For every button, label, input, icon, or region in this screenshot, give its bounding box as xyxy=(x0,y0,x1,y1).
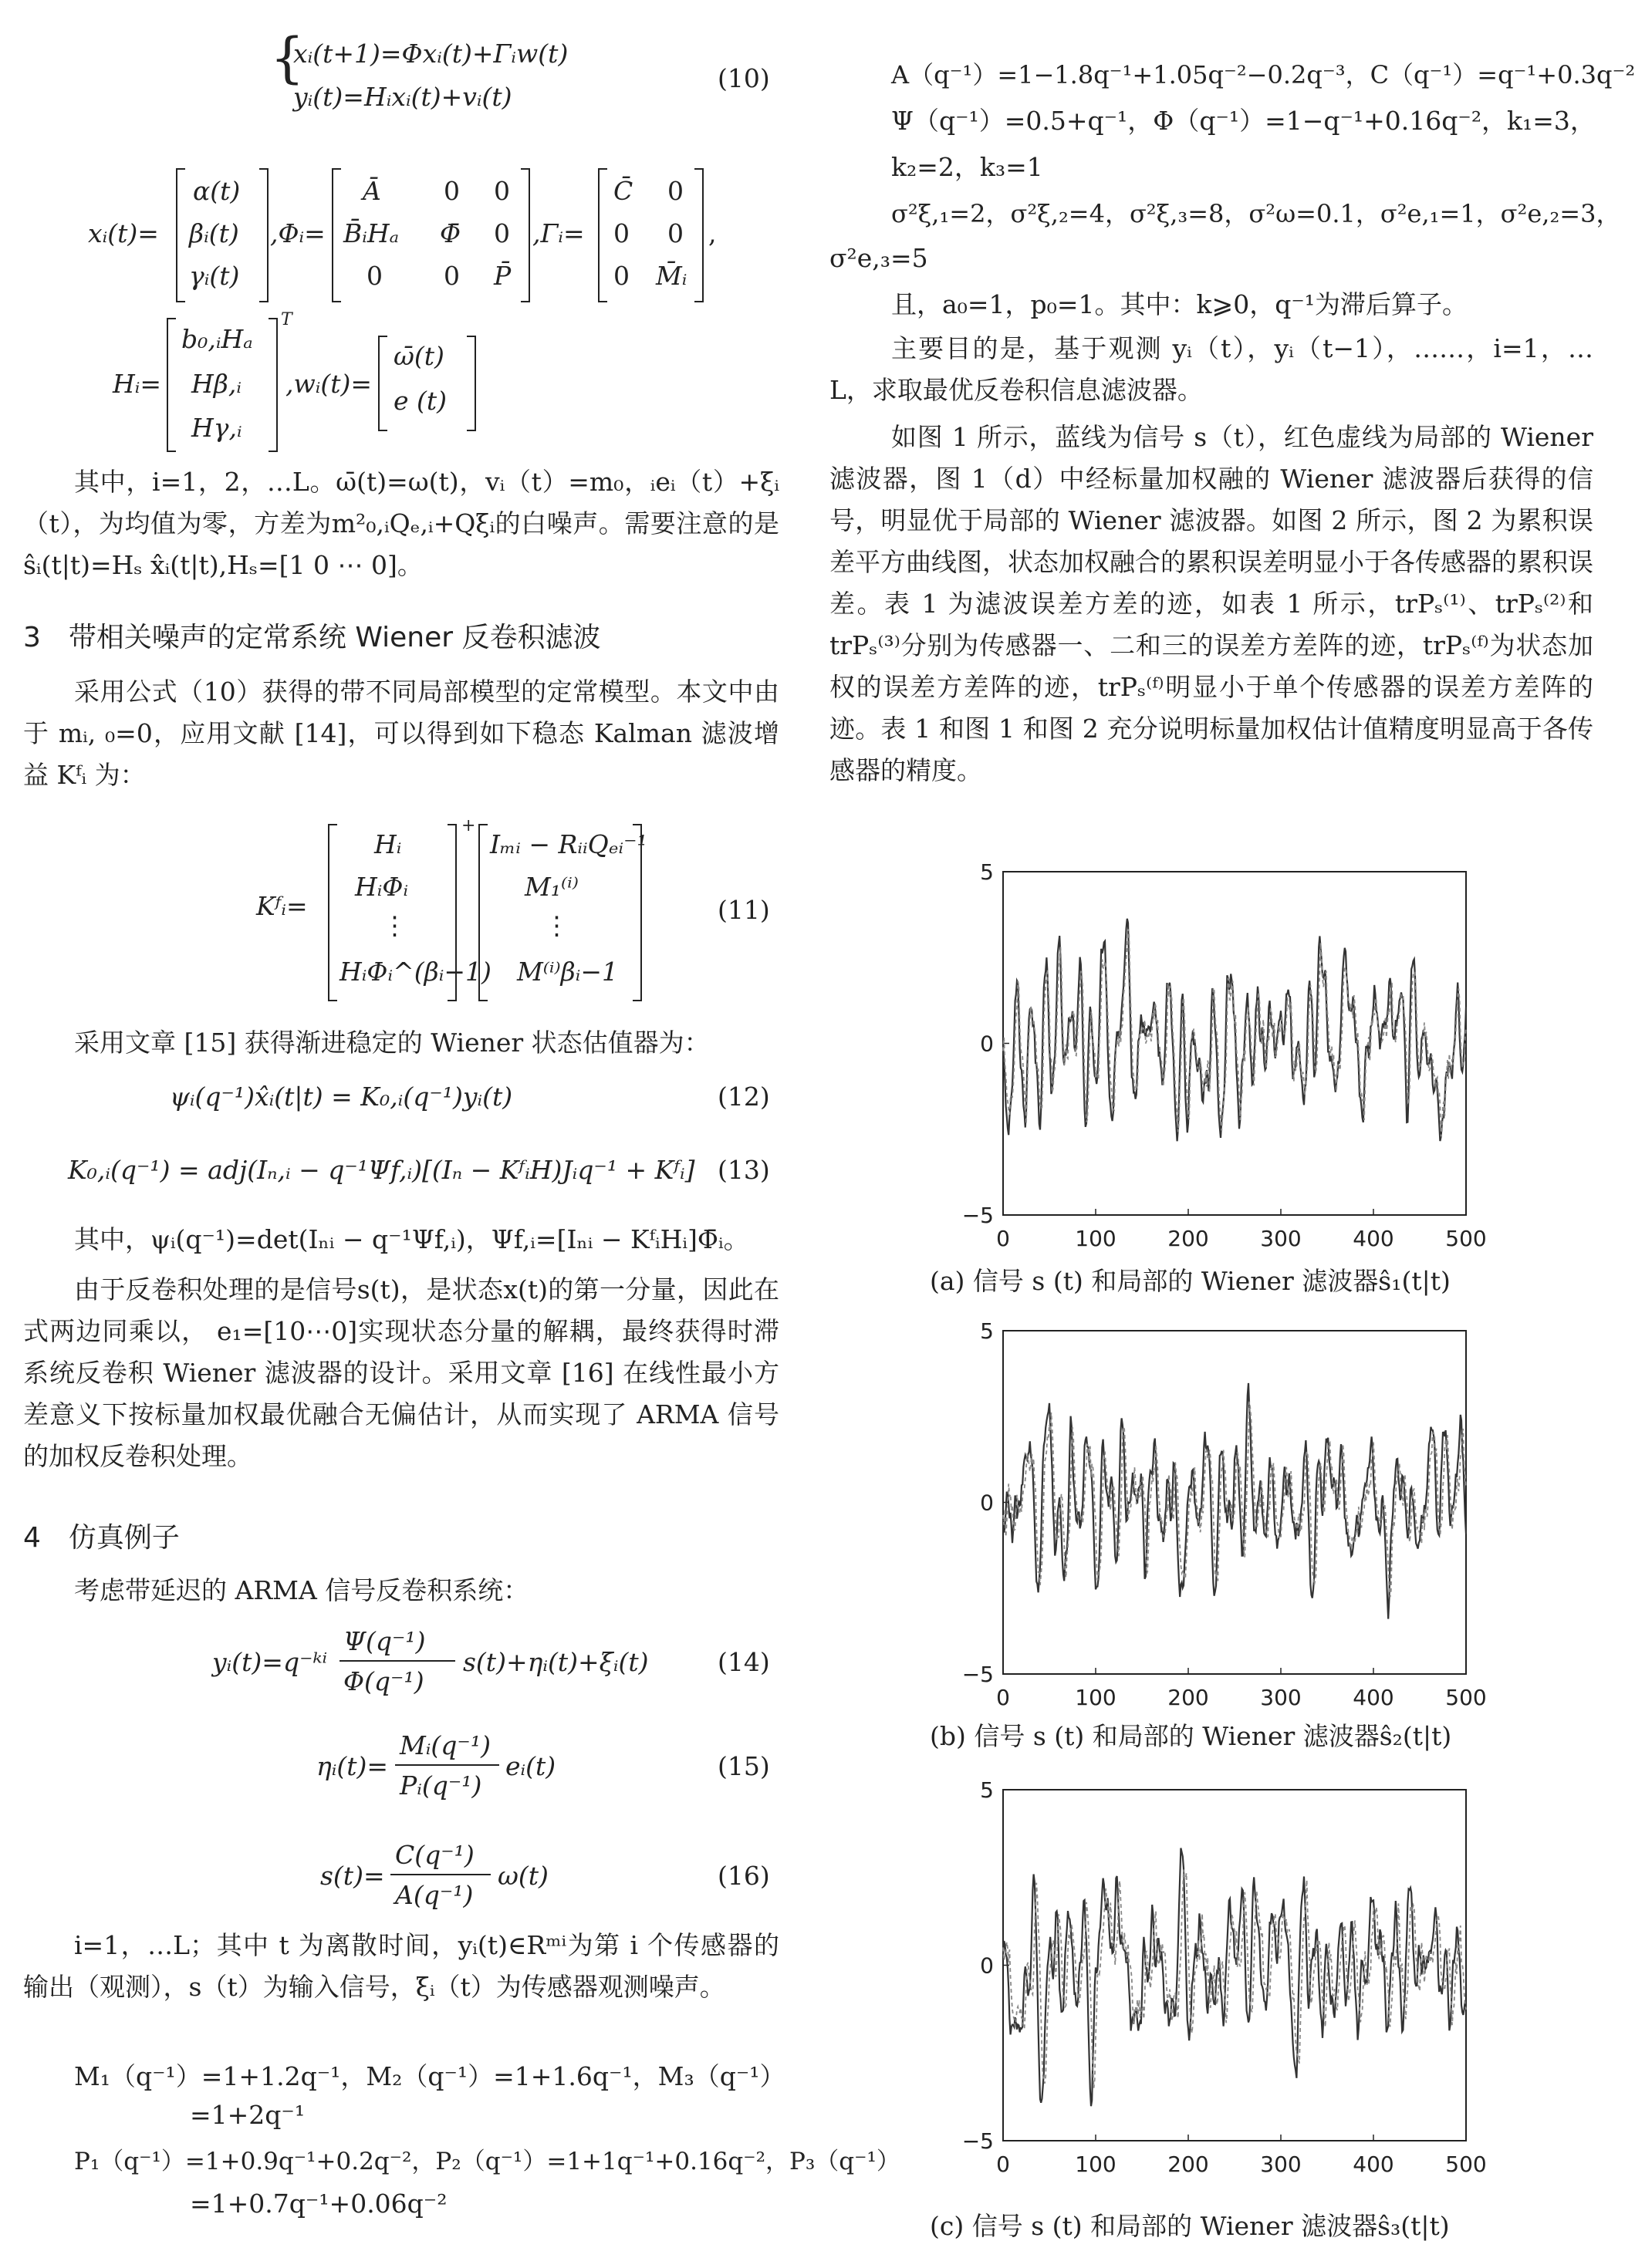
eq11-label: Kᶠᵢ= xyxy=(256,891,308,921)
eq15-denom: Pᵢ(q⁻¹) xyxy=(400,1770,482,1801)
eq11-right-1: M₁⁽ⁱ⁾ xyxy=(525,872,579,902)
eq15-number: (15) xyxy=(718,1751,770,1781)
h-transpose: T xyxy=(281,310,292,329)
figure-b-caption: (b) 信号 s (t) 和局部的 Wiener 滤波器ŝ₂(t|t) xyxy=(930,1721,1452,1751)
y-tick-label: 5 xyxy=(980,1777,994,1803)
phi-r1c2: 0 xyxy=(494,218,510,248)
param-sigma: σ²ξ,₁=2，σ²ξ,₂=4，σ²ξ,₃=8，σ²ω=0.1，σ²e,₁=1，σ²e,₂=3， xyxy=(891,199,1621,228)
x-tick-label: 500 xyxy=(1445,2152,1487,2177)
eq12: ψᵢ(q⁻¹)x̂ᵢ(t|t) = K₀,ᵢ(q⁻¹)yᵢ(t) xyxy=(170,1082,513,1112)
param-line-4: =1+0.7q⁻¹+0.06q⁻² xyxy=(190,2189,448,2219)
eq12-number: (12) xyxy=(718,1082,770,1112)
eq10-line1: xᵢ(t+1)=Φxᵢ(t)+Γᵢw(t) xyxy=(293,39,569,69)
y-tick-label: 0 xyxy=(980,1031,994,1057)
signal-line xyxy=(1003,1848,1466,2107)
param-line-1: M₁（q⁻¹）=1+1.2q⁻¹，M₂（q⁻¹）=1+1.6q⁻¹，M₃（q⁻¹） xyxy=(74,2061,785,2091)
h-label: Hᵢ= xyxy=(113,369,162,399)
param-a-c: A（q⁻¹）=1−1.8q⁻¹+1.05q⁻²−0.2q⁻³，C（q⁻¹）=q⁻¹+0.3q⁻² xyxy=(891,60,1635,89)
param-line-3: P₁（q⁻¹）=1+0.9q⁻¹+0.2q⁻²，P₂（q⁻¹）=1+1q⁻¹+0.16q⁻²，P₃（q⁻¹） xyxy=(74,2148,900,2175)
eq14-denom: Φ(q⁻¹) xyxy=(343,1666,424,1696)
figure-c-caption: (c) 信号 s (t) 和局部的 Wiener 滤波器ŝ₃(t|t) xyxy=(930,2211,1450,2241)
y-tick-label: 5 xyxy=(980,1318,994,1344)
h-row-2: Hγ,ᵢ xyxy=(191,413,242,443)
y-tick-label: 5 xyxy=(980,859,994,885)
x-tick-label: 400 xyxy=(1353,1685,1394,1710)
gamma-r0c1: 0 xyxy=(667,176,684,206)
x-tick-label: 100 xyxy=(1075,1226,1116,1251)
eq16-rhs: ω(t) xyxy=(498,1861,549,1891)
paragraph-1: 其中，i=1，2，…L。ω̄(t)=ω(t)，vᵢ（t）=m₀，ᵢeᵢ（t）+ξᵢ（t），为均值为零，方差为m²₀,ᵢQₑ,ᵢ+Qξᵢ的白噪声。需要注意的是ŝᵢ(t|t)=Hₛ x̂ᵢ(t|t),Hₛ=[1 0 ⋯ 0]。 xyxy=(23,467,779,580)
gamma-r1c0: 0 xyxy=(613,218,630,248)
phi-r0c0: Ā xyxy=(363,176,381,206)
eq10-line2: yᵢ(t)=Hᵢxᵢ(t)+vᵢ(t) xyxy=(293,82,512,112)
eq14-lhs: yᵢ(t)=q⁻ᵏⁱ xyxy=(212,1647,328,1677)
paragraph-2: 采用公式（10）获得的带不同局部模型的定常模型。本文中由于 mᵢ, ₀=0，应用文献 [14]，可以得到如下稳态 Kalman 滤波增益 Kᶠᵢ 为： xyxy=(23,677,779,790)
eq15-numer: Mᵢ(q⁻¹) xyxy=(400,1730,491,1760)
x-tick-label: 100 xyxy=(1075,2152,1116,2177)
w-row-1: e (t) xyxy=(394,386,448,416)
x-tick-label: 500 xyxy=(1445,1685,1487,1710)
y-tick-label: −5 xyxy=(961,1203,994,1228)
phi-r0c2: 0 xyxy=(494,176,510,206)
x-tick-label: 0 xyxy=(996,1685,1010,1710)
eq16-lhs: s(t)= xyxy=(320,1861,385,1891)
eq16-number: (16) xyxy=(718,1861,770,1891)
gamma-r2c0: 0 xyxy=(613,261,630,291)
x-tick-label: 300 xyxy=(1260,2152,1302,2177)
eq11-right-0: Iₘᵢ − RᵢᵢQₑᵢ⁻¹ xyxy=(490,829,647,859)
signal-line xyxy=(1003,1383,1466,1619)
phi-r2c0: 0 xyxy=(367,261,383,291)
eq11-right-3: M⁽ⁱ⁾βᵢ−1 xyxy=(517,957,619,987)
paragraph-3: 采用文章 [15] 获得渐进稳定的 Wiener 状态估值器为： xyxy=(74,1028,710,1058)
phi-r1c0: B̄ᵢHₐ xyxy=(343,218,400,248)
eq11-left-0: Hᵢ xyxy=(374,829,402,859)
param-k: k₂=2，k₃=1 xyxy=(891,152,1043,182)
eq16-denom: A(q⁻¹) xyxy=(395,1880,474,1910)
y-tick-label: −5 xyxy=(961,2128,994,2154)
eq11-number: (11) xyxy=(718,895,770,925)
param-sigma-e3: σ²e,₃=5 xyxy=(829,243,928,273)
figure-a-chart xyxy=(941,859,1487,1257)
xi-row-2: γᵢ(t) xyxy=(189,261,240,291)
eq11-right-2: ⋮ xyxy=(544,910,569,940)
x-tick-label: 200 xyxy=(1167,2152,1209,2177)
y-tick-label: 0 xyxy=(980,1490,994,1516)
eq13-number: (13) xyxy=(718,1155,770,1185)
section-3-title: 3 带相关噪声的定常系统 Wiener 反卷积滤波 xyxy=(23,622,601,653)
paragraph-10: 如图 1 所示，蓝线为信号 s（t），红色虚线为局部的 Wiener 滤波器，图 1（d）中经标量加权融的 Wiener 滤波器后获得的信号，明显优于局部的 Wiener 滤波器。如图 2 所示，图 2 为累积误差平方曲线图，状态加权融合的累积误差明显小于各传感器的累积误差。表 1 为滤波误差方差的迹，如表 1 所示，trPₛ⁽¹⁾、trPₛ⁽²⁾和trPₛ⁽³⁾分别为传感器一、二和三的误差方差阵的迹，trPₛ⁽ᶠ⁾为状态加权的误差方差阵的迹，trPₛ⁽ᶠ⁾明显小于单个传感器的误差方差阵的迹。表 1 和图 1 和图 2 充分说明标量加权估计值精度明显高于各传感器的精度。 xyxy=(829,422,1593,785)
section-4-title: 4 仿真例子 xyxy=(23,1522,180,1554)
eq16-numer: C(q⁻¹) xyxy=(395,1840,475,1870)
y-tick-label: 0 xyxy=(980,1952,994,1979)
figure-a-caption: (a) 信号 s (t) 和局部的 Wiener 滤波器ŝ₁(t|t) xyxy=(930,1266,1451,1296)
x-tick-label: 0 xyxy=(996,2152,1010,2177)
gamma-r2c1: M̄ᵢ xyxy=(656,261,687,291)
param-psi-phi: Ψ（q⁻¹）=0.5+q⁻¹，Φ（q⁻¹）=1−q⁻¹+0.16q⁻²，k₁=3， xyxy=(891,106,1596,136)
paragraph-9: 主要目的是，基于观测 yᵢ（t），yᵢ（t−1），……，i=1，…L，求取最优反卷积信息滤波器。 xyxy=(829,333,1593,405)
x-tick-label: 300 xyxy=(1260,1226,1302,1251)
x-tick-label: 200 xyxy=(1167,1685,1209,1710)
eq14-number: (14) xyxy=(718,1647,770,1677)
h-row-1: Hβ,ᵢ xyxy=(191,369,242,399)
phi-r1c1: Φ̄ xyxy=(440,218,461,248)
phi-r2c1: 0 xyxy=(444,261,460,291)
paragraph-5: 由于反卷积处理的是信号s(t)，是状态x(t)的第一分量，因此在式两边同乘以， e₁=[10⋯0]实现状态分量的解耦，最终获得时滞系统反卷积 Wiener 滤波器的设计。采用文章 [16] 在线性最小方差意义下按标量加权最优融合无偏估计，从而实现了 ARMA 信号的加权反卷积处理。 xyxy=(23,1274,779,1471)
x-tick-label: 400 xyxy=(1353,2152,1394,2177)
paragraph-6: 考虑带延迟的 ARMA 信号反卷积系统： xyxy=(74,1575,529,1605)
y-tick-label: −5 xyxy=(961,1662,994,1687)
eq11-plus: + xyxy=(461,816,476,835)
eq14-numer: Ψ(q⁻¹) xyxy=(343,1626,426,1656)
paragraph-7: i=1，…L；其中 t 为离散时间，yᵢ(t)∈Rᵐⁱ为第 i 个传感器的输出（观测），s（t）为输入信号，ξᵢ（t）为传感器观测噪声。 xyxy=(23,1930,779,2002)
param-line-2: =1+2q⁻¹ xyxy=(190,2100,306,2130)
x-tick-label: 100 xyxy=(1075,1685,1116,1710)
h-row-0: b₀,ᵢHₐ xyxy=(181,324,253,354)
figure-c-chart xyxy=(941,1777,1487,2183)
gamma-r0c0: C̄ xyxy=(613,176,633,206)
w-label: ,wᵢ(t)= xyxy=(285,369,373,399)
xi-row-0: α(t) xyxy=(193,176,241,206)
plot-frame xyxy=(1003,1331,1466,1674)
xi-label: xᵢ(t)= xyxy=(88,218,159,248)
x-tick-label: 0 xyxy=(996,1226,1010,1251)
comma: , xyxy=(708,218,717,248)
w-row-0: ω̄(t) xyxy=(394,341,444,371)
phi-r2c2: P̄ xyxy=(494,261,512,291)
plot-frame xyxy=(1003,872,1466,1215)
x-tick-label: 400 xyxy=(1353,1226,1394,1251)
eq11-left-2: ⋮ xyxy=(382,910,407,940)
eq13: K₀,ᵢ(q⁻¹) = adj(Iₙ,ᵢ − q⁻¹Ψf,ᵢ)[(Iₙ − KᶠᵢH)Jᵢq⁻¹ + Kᶠᵢ] xyxy=(68,1155,695,1185)
paragraph-8: 且，a₀=1，p₀=1。其中：k⩾0，q⁻¹为滞后算子。 xyxy=(891,289,1468,319)
phi-r0c1: 0 xyxy=(444,176,460,206)
eq11-left-3: HᵢΦᵢ^(βᵢ−1) xyxy=(339,957,492,987)
x-tick-label: 500 xyxy=(1445,1226,1487,1251)
gamma-r1c1: 0 xyxy=(667,218,684,248)
eq15-rhs: eᵢ(t) xyxy=(505,1751,556,1781)
brace: { xyxy=(270,26,305,89)
eq10-number: (10) xyxy=(718,63,770,93)
x-tick-label: 200 xyxy=(1167,1226,1209,1251)
phi-label: ,Φᵢ= xyxy=(270,218,326,248)
x-tick-label: 300 xyxy=(1260,1685,1302,1710)
xi-row-1: βᵢ(t) xyxy=(189,218,239,248)
eq15-lhs: ηᵢ(t)= xyxy=(316,1751,389,1781)
paragraph-4: 其中，ψᵢ(q⁻¹)=det(Iₙᵢ − q⁻¹Ψf,ᵢ)，Ψf,ᵢ=[Iₙᵢ − KᶠᵢHᵢ]Φ̄ᵢ。 xyxy=(74,1224,749,1254)
eq14-rhs: s(t)+ηᵢ(t)+ξᵢ(t) xyxy=(463,1647,649,1677)
figure-b-chart xyxy=(941,1318,1487,1716)
eq11-left-1: HᵢΦᵢ xyxy=(355,872,409,902)
gamma-label: ,Γᵢ= xyxy=(532,218,585,248)
